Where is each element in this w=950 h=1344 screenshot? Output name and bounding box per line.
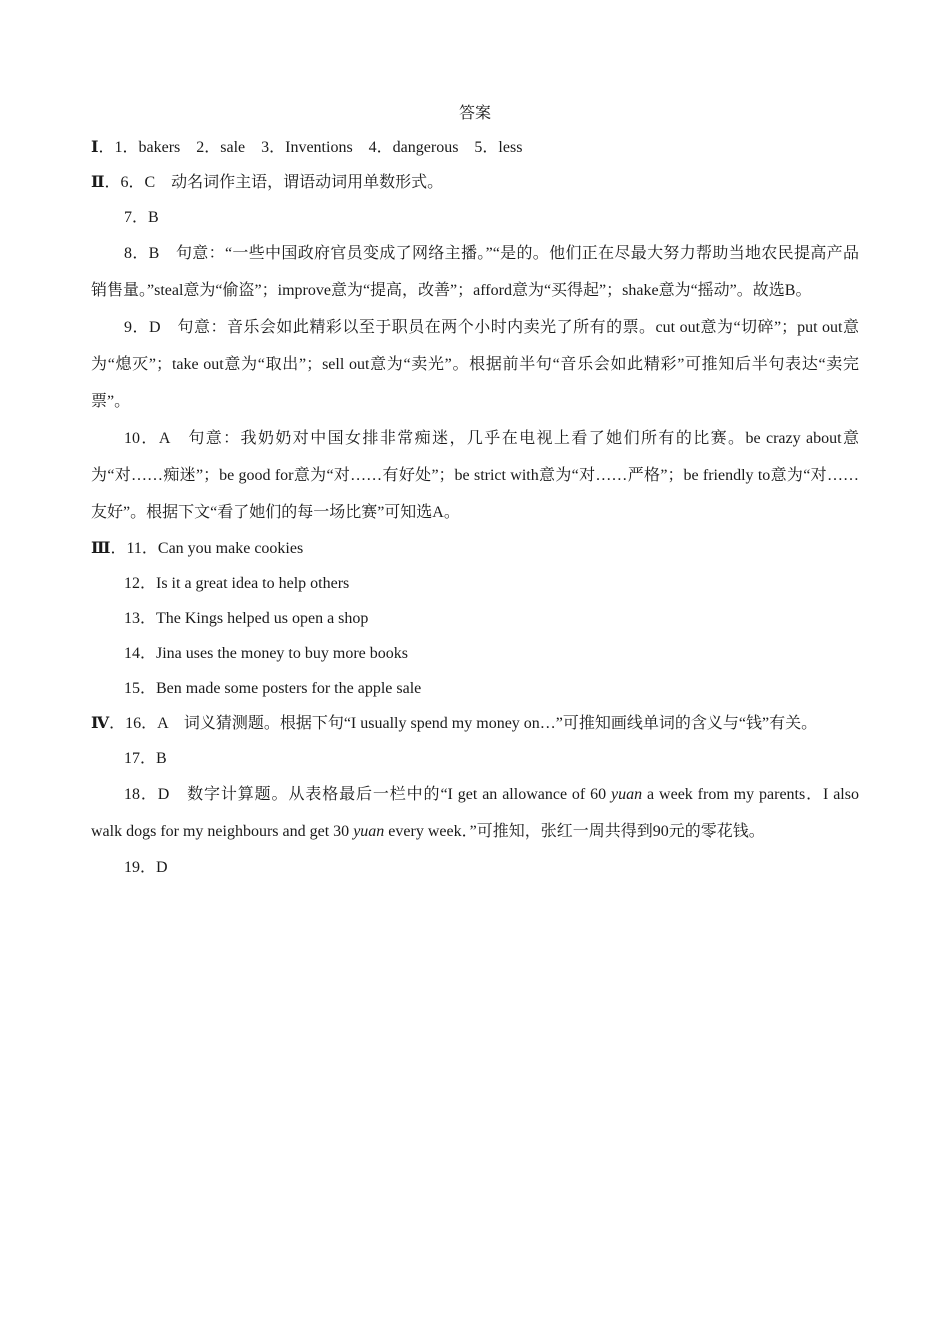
answer-9: 9．D 句意：音乐会如此精彩以至于职员在两个小时内卖光了所有的票。cut out意为“切碎”；put out意为“熄灭”；take out意为“取出”；sell out意为“卖光”。根据前半句“音乐会如此精彩”可推知后半句表达“卖完票”。	[91, 319, 859, 410]
answer-content	[91, 130, 859, 885]
answer-15: 15．Ben made some posters for the apple sale	[124, 680, 422, 697]
answer-7: 7．B	[124, 209, 159, 226]
section-2-q6	[91, 165, 859, 200]
section-3-q11	[91, 531, 859, 566]
section-4-label: Ⅳ	[91, 715, 110, 732]
answer-18-part-c: every week．”可推知，张红一周共得到90元的零花钱。	[384, 823, 765, 840]
answer-18-yuan-2: yuan	[353, 823, 385, 840]
answer-19: 19．D	[124, 859, 168, 876]
answer-12: 12．Is it a great idea to help others	[124, 575, 350, 592]
section-1	[91, 130, 859, 165]
answer-8: 8．B 句意：“一些中国政府官员变成了网络主播。”“是的。他们正在尽最大努力帮助当地农民提高产品销售量。”steal意为“偷盗”；improve意为“提高，改善”；afford意为“买得起”；shake意为“摇动”。故选B。	[91, 245, 859, 299]
answer-11: ．11．Can you make cookies	[110, 540, 304, 557]
answer-17: 17．B	[124, 750, 167, 767]
answer-13: 13．The Kings helped us open a shop	[124, 610, 369, 627]
page-title: 答案	[458, 105, 491, 122]
answer-18-part-b: a week from my parents．I also walk dogs for my neighbours and get 30	[91, 786, 859, 840]
section-1-answers: ．1．bakers 2．sale 3．Inventions 4．dangerous 5．less	[98, 139, 523, 156]
section-1-label: Ⅰ	[91, 139, 99, 156]
answer-14: 14．Jina uses the money to buy more books	[124, 645, 408, 662]
section-4-q16	[91, 706, 859, 741]
section-2-label: Ⅱ	[91, 174, 105, 191]
answer-6: ．6．C 动名词作主语，谓语动词用单数形式。	[104, 174, 444, 191]
answer-18-part-a: 18．D 数字计算题。从表格最后一栏中的“I get an allowance of 60	[124, 786, 612, 803]
answer-18	[91, 776, 859, 850]
section-3-label: Ⅲ	[91, 540, 111, 557]
answer-10: 10．A 句意：我奶奶对中国女排非常痴迷，几乎在电视上看了她们所有的比赛。be crazy about意为“对……痴迷”；be good for意为“对……有好处”；be strict with意为“对……严格”；be friendly to意为“对……友好”。根据下文“看了她们的每一场比赛”可知选A。	[91, 430, 859, 521]
answer-18-yuan-1: yuan	[611, 786, 643, 803]
answer-16: ．16．A 词义猜测题。根据下句“I usually spend my money on…”可推知画线单词的含义与“钱”有关。	[109, 715, 818, 732]
